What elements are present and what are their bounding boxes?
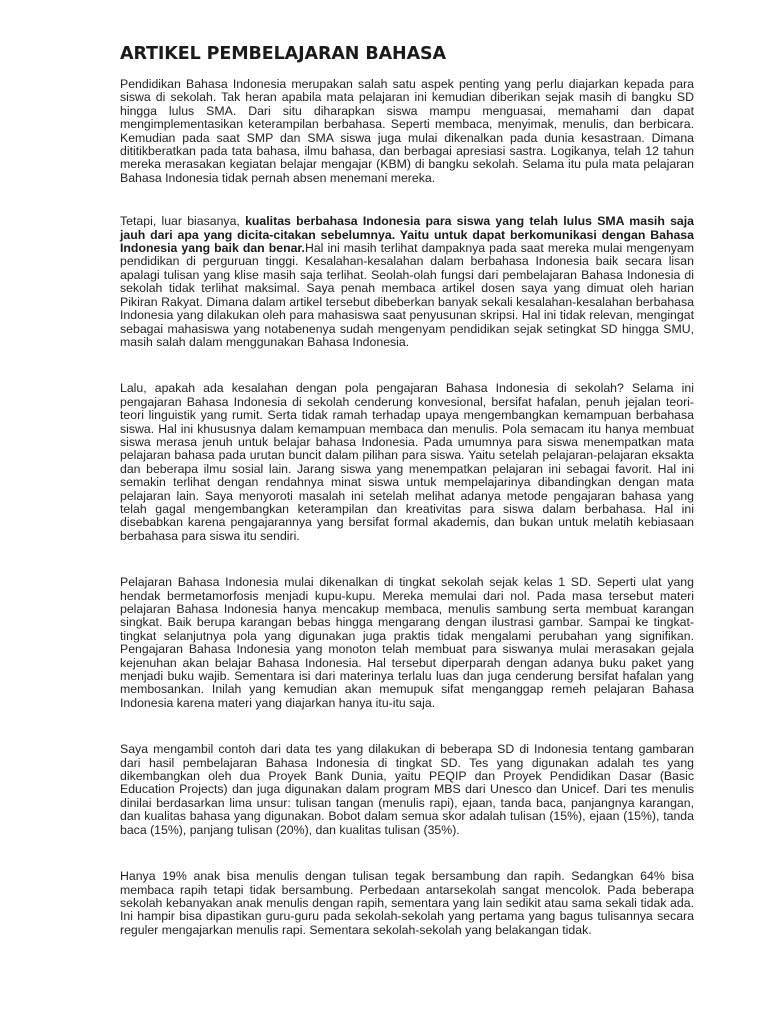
paragraph-5: Saya mengambil contoh dari data tes yang dilakukan di beberapa SD di Indonesia tentang gambaran dari hasil pembelajaran Bahasa Indonesia di tingkat SD. Tes yang digunakan adalah tes yang dikembangkan oleh dua Proyek Bank Dunia, yaitu PEQIP dan Proyek Pendidikan Dasar (Basic Education Projects) dan juga digunakan dalam program MBS dari Unesco dan Unicef. Dari tes menulis dinilai berdasarkan lima unsur: tulisan tangan (menulis rapi), ejaan, tanda baca, panjangnya karangan, dan kualitas bahasa yang digunakan. Bobot dalam semua skor adalah tulisan (15%), ejaan (15%), tanda baca (15%), panjang tulisan (20%), dan kualitas tulisan (35%). — [120, 742, 694, 837]
document-title: ARTIKEL PEMBELAJARAN BAHASA — [120, 44, 446, 64]
paragraph-2-rest: Hal ini masih terlihat dampaknya pada saat mereka mulai mengenyam pendidikan di perguruan tinggi. Kesalahan-kesalahan dalam berbahasa Indonesia baik secara lisan apalagi tulisan yang klise masih saja terlihat. Seolah-olah fungsi dari pembelajaran Bahasa Indonesia di sekolah tidak terlihat maksimal. Saya penah membaca artikel dosen saya yang dimuat oleh harian Pikiran Rakyat. Dimana dalam artikel tersebut dibeberkan banyak sekali kesalahan-kesalahan berbahasa Indonesia yang dilakukan oleh para mahasiswa saat penyusunan skripsi. Hal ini tidak relevan, mengingat sebagai mahasiswa yang notabenenya sudah mengenyam pendidikan sejak setingkat SD hingga SMU, masih salah dalam menggunakan Bahasa Indonesia. — [120, 241, 694, 349]
paragraph-4: Pelajaran Bahasa Indonesia mulai dikenalkan di tingkat sekolah sejak kelas 1 SD. Seperti ulat yang hendak bermetamorfosis menjadi kupu-kupu. Mereka memulai dari nol. Pada masa tersebut materi pelajaran Bahasa Indonesia hanya mencakup membaca, menulis sambung serta membuat karangan singkat. Baik berupa karangan bebas hingga mengarang dengan ilustrasi gambar. Sampai ke tingkat-tingkat selanjutnya pola yang digunakan juga praktis tidak mengalami perubahan yang signifikan. Pengajaran Bahasa Indonesia yang monoton telah membuat para siswanya mulai merasakan gejala kejenuhan akan belajar Bahasa Indonesia. Hal tersebut diperparah dengan adanya buku paket yang menjadi buku wajib. Sementara isi dari materinya terlalu luas dan juga cenderung bersifat hafalan yang membosankan. Inilah yang kemudian akan memupuk sifat menganggap remeh pelajaran Bahasa Indonesia karena materi yang diajarkan hanya itu-itu saja. — [120, 575, 694, 710]
paragraph-3: Lalu, apakah ada kesalahan dengan pola pengajaran Bahasa Indonesia di sekolah? Selama ini pengajaran Bahasa Indonesia di sekolah cenderung konvesional, bersifat hafalan, penuh jejalan teori-teori linguistik yang rumit. Serta tidak ramah terhadap upaya mengembangkan kemampuan berbahasa siswa. Hal ini khususnya dalam kemampuan membaca dan menulis. Pola semacam itu hanya membuat siswa merasa jenuh untuk belajar bahasa Indonesia. Pada umumnya para siswa menempatkan mata pelajaran bahasa pada urutan buncit dalam pilihan para siswa. Yaitu setelah pelajaran-pelajaran eksakta dan beberapa ilmu sosial lain. Jarang siswa yang menempatkan pelajaran ini sebagai favorit. Hal ini semakin terlihat dengan rendahnya minat siswa untuk mempelajarinya dibandingkan dengan mata pelajaran lain. Saya menyoroti masalah ini setelah melihat adanya metode pengajaran bahasa yang telah gagal mengembangkan keterampilan dan kreativitas para siswa dalam berbahasa. Hal ini disebabkan karena pengajarannya yang bersifat formal akademis, dan bukan untuk melatih kebiasaan berbahasa para siswa itu sendiri. — [120, 381, 694, 543]
paragraph-6: Hanya 19% anak bisa menulis dengan tulisan tegak bersambung dan rapih. Sedangkan 64% bisa membaca rapih tetapi tidak bersambung. Perbedaan antarsekolah sangat mencolok. Pada beberapa sekolah kebanyakan anak menulis dengan rapih, sementara yang lain sedikit atau sama sekali tidak ada. Ini hampir bisa dipastikan guru-guru pada sekolah-sekolah yang pertama yang bagus tulisannya secara reguler mengajarkan menulis rapi. Sementara sekolah-sekolah yang belakangan tidak. — [120, 869, 694, 937]
paragraph-spacer — [120, 710, 694, 743]
paragraph-spacer — [120, 185, 694, 215]
paragraph-2-emphasis: kualitas berbahasa Indonesia para siswa yang telah lulus SMA masih saja jauh dari apa yang dicita-citakan sebelumnya. Yaitu untuk dapat berkomunikasi dengan Bahasa Indonesia yang baik dan benar. — [120, 214, 694, 256]
paragraph-spacer — [120, 349, 694, 382]
paragraph-2 — [120, 215, 694, 349]
paragraph-spacer — [120, 837, 694, 870]
paragraph-2-lead: Tetapi, luar biasanya, — [120, 214, 246, 229]
paragraph-1: Pendidikan Bahasa Indonesia merupakan salah satu aspek penting yang perlu diajarkan kepada para siswa di sekolah. Tak heran apabila mata pelajaran ini kemudian diberikan sejak masih di bangku SD hingga lulus SMA. Dari situ diharapkan siswa mampu menguasai, memahami dan dapat mengimplementasikan keterampilan berbahasa. Seperti membaca, menyimak, menulis, dan berbicara. Kemudian pada saat SMP dan SMA siswa juga mulai dikenalkan pada dunia kesastraan. Dimana dititikberatkan pada tata bahasa, ilmu bahasa, dan berbagai apresiasi sastra. Logikanya, telah 12 tahun mereka merasakan kegiatan belajar mengajar (KBM) di bangku sekolah. Selama itu pula mata pelajaran Bahasa Indonesia tidak pernah absen menemani mereka. — [120, 77, 694, 185]
paragraph-spacer — [120, 543, 694, 576]
